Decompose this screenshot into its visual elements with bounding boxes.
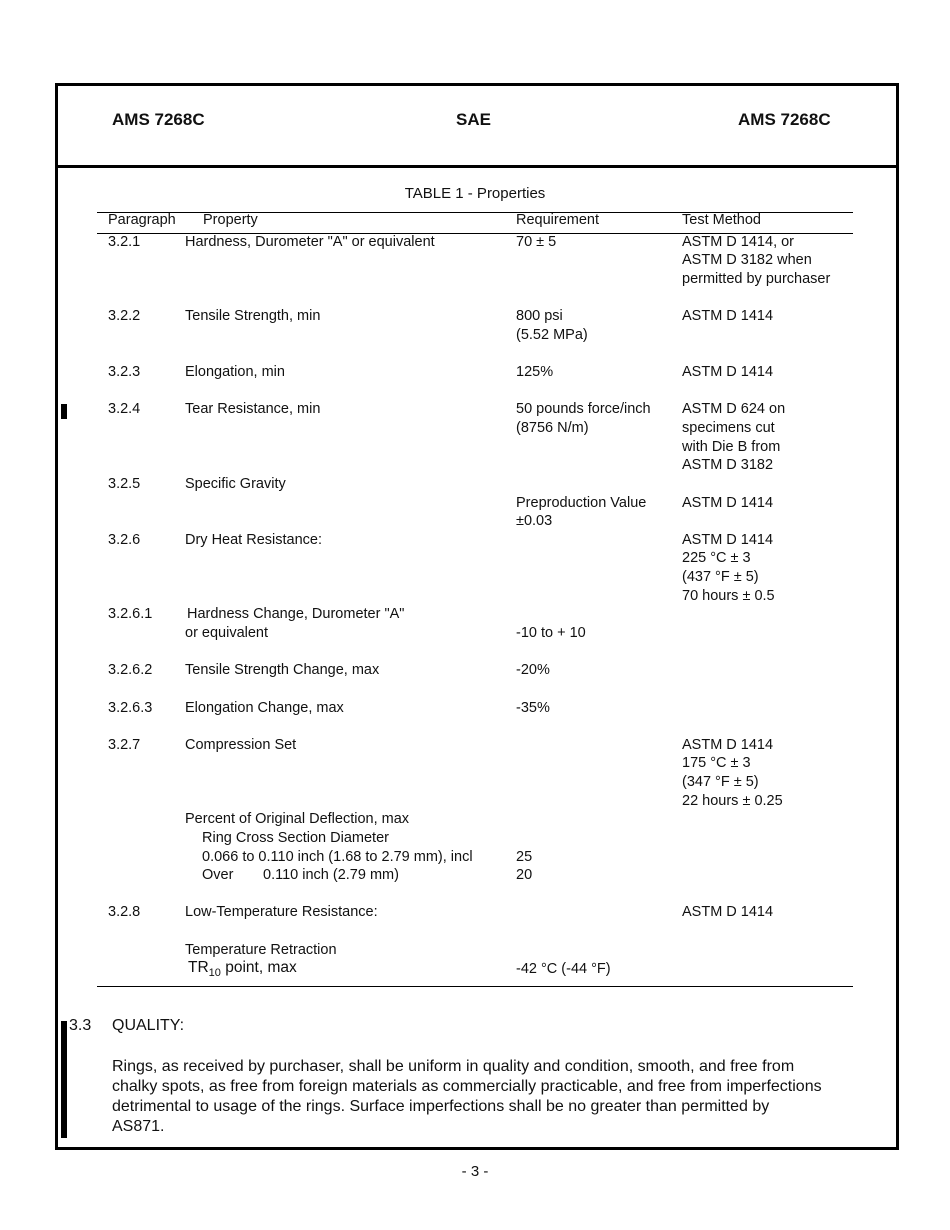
- row-paragraph: 3.2.6.1: [108, 606, 153, 622]
- table-bottom-rule: [97, 986, 853, 987]
- row-paragraph: 3.2.8: [108, 904, 141, 920]
- row-property: $TR_{10}$ point, max: [188, 959, 297, 980]
- row-paragraph: 3.2.6.3: [108, 700, 153, 716]
- header-divider: [55, 165, 899, 168]
- section-number: 3.3: [69, 1017, 92, 1034]
- row-property: or equivalent: [185, 625, 269, 641]
- row-requirement: 50 pounds force/inch: [516, 401, 651, 417]
- row-requirement: 70 ± 5: [516, 234, 557, 250]
- section-heading: QUALITY:: [112, 1017, 185, 1034]
- row-requirement: 125%: [516, 364, 554, 380]
- row-test-method: ASTM D 1414: [682, 904, 774, 920]
- row-requirement: -42 °C (-44 °F): [516, 961, 611, 977]
- row-paragraph: 3.2.6.2: [108, 662, 153, 678]
- row-requirement: -10 to + 10: [516, 625, 586, 641]
- body-text: detrimental to usage of the rings. Surface imperfections shall be no greater than permitted by: [112, 1098, 770, 1115]
- row-property: Elongation, min: [185, 364, 285, 380]
- row-property: Over: [202, 867, 234, 883]
- row-test-method: ASTM D 1414: [682, 532, 774, 548]
- row-requirement: (5.52 MPa): [516, 327, 588, 343]
- row-requirement: 25: [516, 849, 533, 865]
- row-test-method: ASTM D 3182 when: [682, 252, 812, 268]
- row-property: Hardness, Durometer "A" or equivalent: [185, 234, 435, 250]
- row-property: Compression Set: [185, 737, 297, 753]
- row-property: Tensile Strength, min: [185, 308, 321, 324]
- body-text: Rings, as received by purchaser, shall be uniform in quality and condition, smooth, and free from: [112, 1058, 795, 1075]
- row-requirement: -20%: [516, 662, 550, 678]
- row-test-method: ASTM D 1414: [682, 737, 774, 753]
- row-test-method: 70 hours ± 0.5: [682, 588, 775, 604]
- body-text: chalky spots, as free from foreign materials as commercially practicable, and free from imperfections: [112, 1078, 822, 1095]
- row-test-method: ASTM D 1414: [682, 364, 774, 380]
- table-title: TABLE 1 - Properties: [404, 185, 546, 202]
- row-test-method: (347 °F ± 5): [682, 774, 759, 790]
- row-test-method: ASTM D 1414: [682, 495, 774, 511]
- row-test-method: ASTM D 624 on: [682, 401, 786, 417]
- row-test-method: with Die B from: [682, 439, 781, 455]
- body-text: AS871.: [112, 1118, 165, 1135]
- row-requirement: ±0.03: [516, 513, 553, 529]
- row-test-method: 175 °C ± 3: [682, 755, 751, 771]
- change-bar: [61, 404, 67, 419]
- row-requirement: (8756 N/m): [516, 420, 589, 436]
- row-test-method: ASTM D 3182: [682, 457, 774, 473]
- row-paragraph: 3.2.4: [108, 401, 141, 417]
- row-requirement: Preproduction Value: [516, 495, 647, 511]
- change-bar: [61, 1021, 67, 1138]
- row-property: Elongation Change, max: [185, 700, 344, 716]
- row-property: 0.110 inch (2.79 mm): [263, 867, 399, 883]
- row-paragraph: 3.2.5: [108, 476, 141, 492]
- row-property: Percent of Original Deflection, max: [185, 811, 410, 827]
- row-paragraph: 3.2.6: [108, 532, 141, 548]
- row-test-method: permitted by purchaser: [682, 271, 831, 287]
- row-property: Temperature Retraction: [185, 942, 337, 958]
- page-number: - 3 -: [461, 1163, 489, 1180]
- row-property: Hardness Change, Durometer "A": [187, 606, 405, 622]
- col-header-requirement: Requirement: [516, 212, 600, 228]
- row-property: Dry Heat Resistance:: [185, 532, 322, 548]
- row-paragraph: 3.2.7: [108, 737, 141, 753]
- row-paragraph: 3.2.3: [108, 364, 141, 380]
- row-test-method: ASTM D 1414: [682, 308, 774, 324]
- col-header-paragraph: Paragraph: [108, 212, 176, 228]
- row-test-method: 22 hours ± 0.25: [682, 793, 783, 809]
- org-name: SAE: [456, 110, 491, 129]
- row-requirement: 20: [516, 867, 533, 883]
- row-property: Specific Gravity: [185, 476, 286, 492]
- row-test-method: specimens cut: [682, 420, 775, 436]
- row-paragraph: 3.2.2: [108, 308, 141, 324]
- row-test-method: ASTM D 1414, or: [682, 234, 795, 250]
- doc-id-left: AMS 7268C: [112, 110, 205, 129]
- row-paragraph: 3.2.1: [108, 234, 141, 250]
- row-property: Low-Temperature Resistance:: [185, 904, 378, 920]
- doc-id-right: AMS 7268C: [738, 110, 831, 129]
- row-requirement: 800 psi: [516, 308, 563, 324]
- row-property: Ring Cross Section Diameter: [202, 830, 389, 846]
- col-header-property: Property: [203, 212, 258, 228]
- row-test-method: (437 °F ± 5): [682, 569, 759, 585]
- row-test-method: 225 °C ± 3: [682, 550, 751, 566]
- row-property: Tensile Strength Change, max: [185, 662, 380, 678]
- col-header-test-method: Test Method: [682, 212, 761, 228]
- row-property: Tear Resistance, min: [185, 401, 321, 417]
- row-requirement: -35%: [516, 700, 550, 716]
- row-property: 0.066 to 0.110 inch (1.68 to 2.79 mm), incl: [202, 849, 473, 865]
